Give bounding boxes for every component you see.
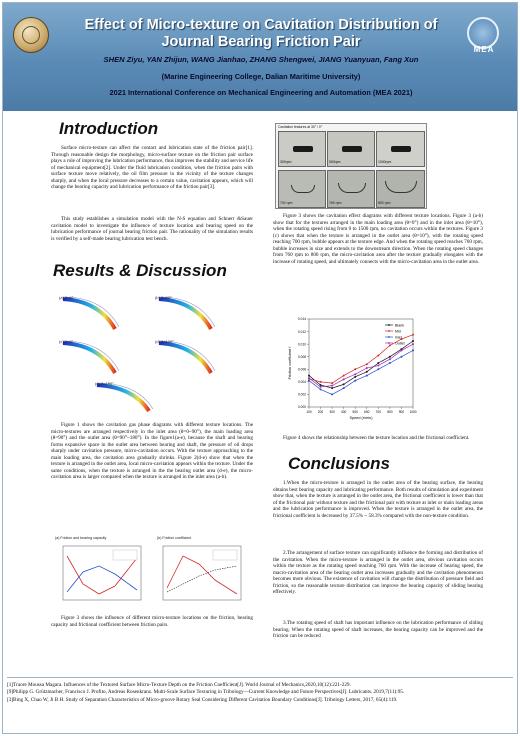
legend-label-blank: Blank: [395, 323, 404, 328]
authors: SHEN Ziyu, YAN Zhijun, WANG Jianhao, ZHANG Shengwei, JIANG Yuanyuan, Fang Xun: [103, 55, 419, 64]
conclusion-point-1: 1.When the micro-texture is arranged in the outlet area of the bearing surface, the bearing obtains best bearing capacity and lubricating performance. Both results of simulation and experiment show that, when the texture is arranged in the outlet area, the frictional coefficient is lower than that of the frictional pair without texture and the frictional pair with texture at inlet or main loading areas and the lubrication performance is improved. When the texture is arranged in the outlet area, the frictional coefficient is decreased by 37.5% ~ 58.3% compared with the non-texture condition.: [273, 480, 483, 519]
figure-3: [275, 123, 427, 209]
affiliation: (Marine Engineering College, Dalian Maritime University): [161, 72, 361, 81]
series-point-outlet: [331, 385, 333, 387]
series-point-blank: [331, 387, 333, 389]
figure-2-right-title: (b) Friction coefficient: [157, 536, 192, 540]
y-tick-label: 0.008: [298, 354, 306, 359]
conclusion-point-2: 2.The arrangement of surface texture can significantly influence the forming and distribution of the cavitation. When the micro-texture is arranged in the outlet area, obvious cavitation occurs within the texture as the rotating speed reaching 760 rpm. With the increase of bearing speed, the macro-cavitation area of the bearing outlet area increases gradually and the cavitation phenomenon becomes more obvious. The existence of cavitation will change the distribution of pressure field and friction, so the reasonable texture distribution can improve the bearing capacity of sliding bearing effectively.: [273, 550, 483, 595]
series-point-outlet: [366, 367, 368, 369]
speed-label-1000: 1000rpm: [378, 160, 392, 164]
x-tick-label: 300: [329, 410, 335, 414]
reference-2: [9]Philipp G. Grützmacher, Francisco J. Profito, Andreas Rosenkranz. Multi-Scale Surface Texturing in Tribology—Current Knowledge and Future Perspectives[J]. Lubricants. 2019,7(11):95.: [7, 689, 405, 696]
series-point-inlet: [366, 375, 368, 377]
figure-1-label-d: (d) θ=120°: [155, 339, 174, 344]
introduction-heading: Introduction: [59, 119, 159, 138]
speed-label-760: 760 rpm: [329, 201, 342, 205]
series-point-mid: [377, 354, 379, 356]
series-point-blank: [366, 371, 368, 373]
x-tick-label: 500: [352, 410, 358, 414]
mea-logo-icon: [457, 17, 511, 57]
figure-3-caption: Figure 3 shows the cavitation effect diagrams with different texture locations. Figure 3 (a-b) show that for the textures arranged in the main loading area (θ=0°) and in the inlet area (θ=10°), when the rotating speed rising from 0 to 1500 rpm, no cavitation occurs within the textures. Figure 3 (c) shows that when the texture is arranged in the outlet area (θ=10°), with the rotating speed reaching 700 rpm, bubble appears at the texture edge. And when the rotating speed reaches 760 rpm, bubble increases in size and extends to the downstream direction. When the rotating speed changes from 760 rpm to 800 rpm, the micro-cavitation area after the texture gradually elongates with the increase of rotating speed, and ultimately connects with the micro-cavitation area in the outlet area.: [273, 213, 483, 265]
series-point-mid: [389, 344, 391, 346]
poster-header: [3, 3, 518, 111]
poster: [2, 2, 518, 734]
x-tick-label: 1000: [409, 410, 417, 414]
figure-2-plots: [53, 536, 251, 608]
figure-2-left-title: (a) Friction and bearing capacity: [55, 536, 107, 540]
legend-marker-blank: [388, 324, 390, 326]
references: [7, 677, 513, 731]
x-tick-label: 100: [306, 410, 312, 414]
series-point-outlet: [400, 349, 402, 351]
figure-1-panels: [53, 287, 251, 417]
series-line-inlet: [309, 350, 413, 394]
figure-1-panel-b: [159, 297, 215, 329]
friction-coefficient-chart: [287, 313, 437, 431]
y-tick-label: 0.010: [298, 342, 306, 347]
figure-1-panel-c: [63, 341, 119, 373]
figure-1-panel-d: [159, 341, 215, 373]
figure-1-panel-e: [97, 383, 153, 411]
conclusions-heading: Conclusions: [288, 454, 391, 473]
series-point-outlet: [389, 358, 391, 360]
series-point-mid: [320, 381, 322, 383]
speed-label-700: 700 rpm: [280, 201, 293, 205]
legend-marker-outlet: [388, 342, 390, 344]
series-point-mid: [331, 382, 333, 384]
series-point-inlet: [320, 388, 322, 390]
figure-1-label-a: (a) θ=0°: [59, 295, 74, 300]
results-heading: Results & Discussion: [53, 261, 227, 280]
figure-2-caption: Figure 3 shows the influence of different micro-texture locations on the friction, bearing capacity and frictional coefficient between friction pairs.: [51, 615, 253, 628]
series-point-inlet: [331, 393, 333, 395]
figure-1-label-e: (e) θ=150°: [95, 381, 114, 386]
series-point-outlet: [412, 343, 414, 345]
series-point-inlet: [377, 368, 379, 370]
figure-2-right-plot: [163, 546, 241, 600]
x-axis-label: Speed (r/min): [349, 416, 373, 420]
y-tick-label: 0.006: [298, 367, 306, 372]
series-line-blank: [309, 341, 413, 388]
series-point-inlet: [308, 380, 310, 382]
figure-4-chart: [287, 313, 437, 431]
x-tick-label: 700: [375, 410, 381, 414]
figure-2: [53, 536, 251, 608]
series-point-outlet: [320, 386, 322, 388]
title-line-2: Journal Bearing Friction Pair: [161, 34, 361, 50]
figure-1-caption: Figure 1 shows the cavitation gas phase diagrams with different texture locations. The micro-textures are arranged respectively in the inlet area (θ=0~90°), the main loading area (θ=90°) and the outlet area (θ=90°~180°). In the figure1(a-e), because the shaft and bearing forms expansive space in the outlet area between bearing and shaft, the pressure of oil drops sharply under cavitation pressure, micro-cavitation occurs. With the texture approaching to the main loading area, the cavitation area gradually shrinks. Figure 2(d-e) show that when the texture is arranged in the outlet area, local micro-cavitation appears within the texture. Under the same conditions, when the texture is arranged in the the bearing outlet area (d-e), the micro-cavitation area is larger compared when the texture is arranged in the inlet area (a-b).: [51, 422, 253, 480]
series-point-blank: [343, 383, 345, 385]
series-point-blank: [389, 356, 391, 358]
legend-label-inlet: Inlet: [395, 335, 402, 340]
x-tick-label: 400: [341, 410, 347, 414]
figure-1-label-c: (c) θ=0°: [59, 339, 74, 344]
series-point-inlet: [400, 356, 402, 358]
y-tick-label: 0.004: [298, 380, 306, 385]
y-tick-label: 0.012: [298, 329, 306, 334]
series-point-mid: [354, 368, 356, 370]
series-point-blank: [354, 376, 356, 378]
x-tick-label: 200: [317, 410, 324, 414]
speed-label-800: 800 rpm: [378, 201, 391, 205]
series-point-blank: [412, 340, 414, 342]
series-point-outlet: [354, 373, 356, 375]
title-line-1: Effect of Micro-texture on Cavitation Distribution of: [84, 17, 438, 33]
series-point-mid: [412, 334, 414, 336]
university-logo-icon: [13, 17, 49, 53]
series-point-mid: [343, 375, 345, 377]
series-point-blank: [377, 362, 379, 364]
speed-label-500: 500rpm: [329, 160, 341, 164]
y-tick-label: 0.014: [298, 317, 306, 322]
legend-marker-inlet: [388, 336, 390, 338]
figure-3-label: Cavitation features at 30° / 0°: [278, 125, 323, 129]
conference-name: 2021 International Conference on Mechanical Engineering and Automation (MEA 2021): [109, 88, 413, 97]
figure-1-label-b: (b) θ=90°: [155, 295, 172, 300]
x-tick-label: 900: [398, 410, 405, 414]
series-point-blank: [308, 375, 310, 377]
reference-1: [1]Traore Moussa Magara. Influences of the Textured Surface Micro-Texture Depth on the Friction Coefficient[J]. World Journal of Mechanics,2020,10(12):221-229.: [7, 682, 351, 688]
y-tick-label: 0.002: [298, 392, 306, 397]
legend-marker-mid: [388, 330, 390, 332]
speed-label-300: 300rpm: [280, 160, 292, 164]
figure-2-left-plot: [63, 546, 141, 600]
x-tick-label: 600: [364, 410, 370, 414]
poster-title: [63, 17, 459, 51]
conclusion-point-3: 3.The rotating speed of shaft has important influence on the lubrication performance of sliding bearing. When the rotating speed of shaft increases, the bearing capacity can be improved and the friction can be reduced: [273, 620, 483, 639]
series-point-blank: [320, 384, 322, 386]
intro-paragraph-2: This study establishes a simulation model with the N-S equation and Schnerr &Sauer cavitation model to investigate the influence of texture location and bearing speed on the lubrication performance of journal bearing friction pair. The rationality of the simulation results is verified by a self-made bearing lubrication test bench.: [51, 216, 253, 242]
mea-logo-text: MEA: [473, 45, 495, 54]
figure-1: [53, 287, 251, 417]
y-axis-label: Friction coefficient f: [288, 346, 292, 380]
series-point-inlet: [354, 380, 356, 382]
reference-3: [3]Bing X, Chao W, Ji B H. Study of Separation Characteristics of Micro-groove Rotary Seal Considering Different Cavitation Boundary Conditions[J]. Tribology Letters, 2017, 65(4):119.: [7, 696, 398, 703]
intro-paragraph-1: Surface micro-texture can affect the contact and lubrication state of the friction pair[1]. Through reasonable design the morphology, micro-surface texture on the friction pair surface plays a role of improving the lubrication performance, thus improves the stability and service life of mechanical equipment[2]. Under the fluid lubrication condition, when the friction pairs with surface texture move relatively, the oil film pressure in the vicinity of the texture changes sharply, and when the local pressure decreases to a certain value, cavitation appears, which will change the bearing capacity and lubrication performance of the friction pair[3].: [51, 145, 253, 190]
series-point-mid: [366, 363, 368, 365]
series-line-outlet: [309, 344, 413, 387]
legend-label-outlet: Outlet: [395, 341, 405, 346]
series-point-outlet: [343, 378, 345, 380]
series-point-outlet: [377, 365, 379, 367]
y-tick-label: 0.000: [298, 405, 306, 410]
series-point-inlet: [343, 387, 345, 389]
legend-label-mid: Mid: [395, 329, 401, 334]
series-point-inlet: [412, 349, 414, 351]
series-point-outlet: [308, 377, 310, 379]
figure-1-panel-a: [63, 297, 119, 329]
series-point-inlet: [389, 362, 391, 364]
figure-4-caption: Figure 4 shows the relationship between the texture location and the frictional coefficient.: [283, 435, 470, 441]
x-tick-label: 800: [387, 410, 393, 414]
